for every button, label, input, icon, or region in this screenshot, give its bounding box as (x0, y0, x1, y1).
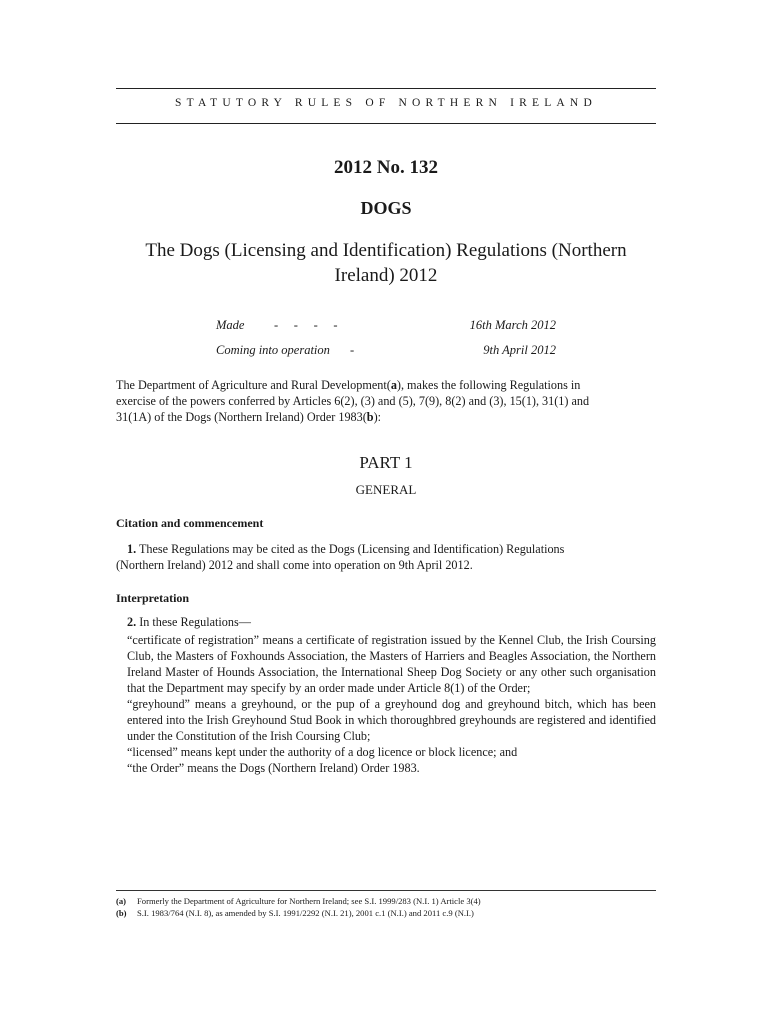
definitions-list (127, 632, 656, 776)
definition-certificate-of-registration: “certificate of registration” means a certificate of registration issued by the Kennel Club, the Irish Coursing Club, the Masters of Foxhounds Association, the Masters of Harriers and Beagles Association, the Northern Ireland Master of Hounds Association, the International Sheep Dog Society or any other such organisation that the Department may specify by an order made under Article 8(1) of the Order; (127, 633, 656, 695)
preamble-line-3: 31(1A) of the Dogs (Northern Ireland) Order 1983(b): (116, 410, 382, 424)
title-line-1: The Dogs (Licensing and Identification) Regulations (Northern (145, 240, 627, 261)
regulation-number-2: 2. (127, 615, 137, 629)
citation-heading: Citation and commencement (116, 516, 264, 530)
preamble (116, 377, 656, 425)
header-bottom-rule (116, 123, 656, 124)
interpretation-heading: Interpretation (116, 591, 190, 605)
footnote-b (116, 908, 656, 919)
footnote-ref-a[interactable]: a (390, 378, 397, 392)
header-top-rule (116, 88, 656, 89)
coming-into-operation-row (216, 343, 556, 359)
footnote-a (116, 896, 656, 907)
series-header: STATUTORY RULES OF NORTHERN IRELAND (175, 97, 597, 109)
citation-line-1: 1. These Regulations may be cited as the Dogs (Licensing and Identification) Regulations (127, 542, 565, 556)
regulation-number-1: 1. (127, 542, 137, 556)
definition-the-order: “the Order” means the Dogs (Northern Ireland) Order 1983. (127, 761, 420, 775)
coming-label: Coming into operation (216, 343, 330, 357)
coming-dash: - (350, 343, 355, 357)
footnote-b-text: S.I. 1983/764 (N.I. 8), as amended by S.I. 1991/2292 (N.I. 21), 2001 c.1 (N.I.) and 2011 c.9 (N.I.) (137, 908, 474, 918)
regulation-title (116, 238, 656, 288)
part-name: GENERAL (355, 482, 417, 497)
definition-greyhound: “greyhound” means a greyhound, or the pup of a greyhound dog and greyhound bitch, which has been entered into the Irish Greyhound Stud Book in which thoroughbred greyhounds are registered and identified under the Constitution of the Irish Coursing Club; (127, 697, 656, 743)
citation-line-2: (Northern Ireland) 2012 and shall come into operation on 9th April 2012. (116, 558, 473, 572)
coming-value: 9th April 2012 (483, 343, 556, 357)
preamble-line-2: exercise of the powers conferred by Articles 6(2), (3) and (5), 7(9), 8(2) and (3), 15(1), 31(1) and (116, 394, 590, 408)
subject-heading: DOGS (360, 198, 412, 218)
footnote-rule (116, 890, 656, 891)
footnote-a-text: Formerly the Department of Agriculture for Northern Ireland; see S.I. 1999/283 (N.I. 1) Article 3(4) (137, 896, 481, 906)
footnote-b-mark: (b) (116, 908, 127, 918)
preamble-line-1: The Department of Agriculture and Rural Development(a), makes the following Regulations in (116, 378, 581, 392)
definition-licensed: “licensed” means kept under the authority of a dog licence or block licence; and (127, 745, 518, 759)
part-label: PART 1 (359, 453, 413, 472)
title-line-2: Ireland) 2012 (334, 265, 438, 286)
citation-paragraph (116, 541, 656, 573)
made-label: Made (216, 318, 245, 332)
instrument-number: 2012 No. 132 (334, 157, 438, 178)
interpretation-intro: 2. In these Regulations— (127, 615, 251, 629)
made-dashes: - - - - (274, 318, 338, 332)
footnote-ref-b[interactable]: b (366, 410, 374, 424)
made-value: 16th March 2012 (469, 318, 556, 332)
footnote-a-mark: (a) (116, 896, 127, 906)
made-date-row (216, 318, 556, 334)
